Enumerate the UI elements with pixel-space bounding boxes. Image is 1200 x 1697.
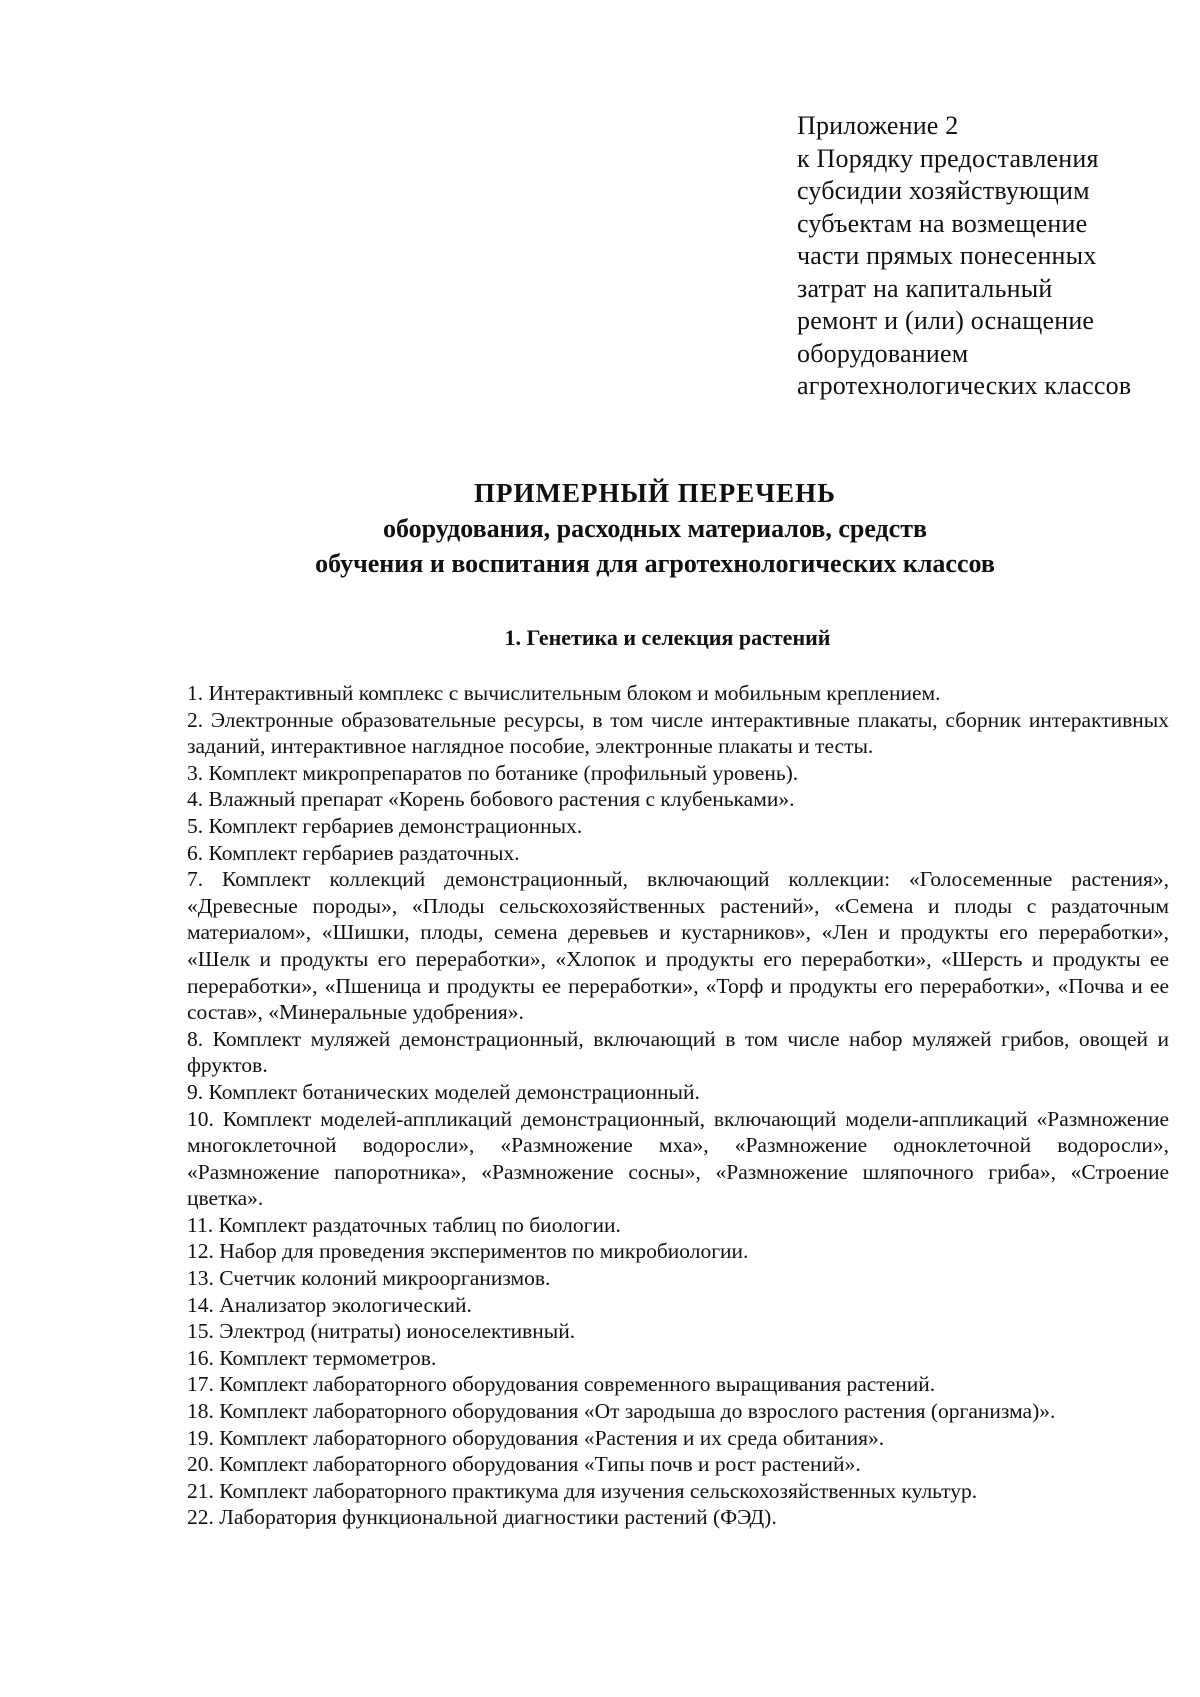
list-item: 20. Комплект лабораторного оборудования «Типы почв и рост растений». [187,1452,861,1477]
document-title [0,475,1200,581]
appendix-line: агротехнологических классов [797,371,1132,400]
equipment-list [187,680,1169,1531]
appendix-line: части прямых понесенных [797,241,1097,270]
list-item: 1. Интерактивный комплекс с вычислительным блоком и мобильным креплением. [187,681,941,705]
list-item: 22. Лаборатория функциональной диагностики растений (ФЭД). [187,1505,777,1530]
list-item: 6. Комплект гербариев раздаточных. [187,840,520,865]
list-item: 12. Набор для проведения экспериментов по микробиологии. [187,1239,749,1264]
appendix-line: Приложение 2 [797,111,959,140]
list-item: 2. Электронные образовательные ресурсы, в том числе интерактивные плакаты, сборник интерактивных заданий, интерактивное наглядное пособие, электронные плакаты и тесты. [187,707,1169,759]
list-item: 8. Комплект муляжей демонстрационный, включающий в том числе набор муляжей грибов, овощей и фруктов. [187,1026,1169,1078]
appendix-line: оборудованием [797,338,969,368]
appendix-line: к Порядку предоставления [797,143,1099,173]
list-item: 19. Комплект лабораторного оборудования «Растения и их среда обитания». [187,1425,885,1450]
list-item: 9. Комплект ботанических моделей демонстрационный. [187,1079,700,1104]
list-item: 14. Анализатор экологический. [187,1292,472,1317]
list-item: 21. Комплект лабораторного практикума для изучения сельскохозяйственных культур. [187,1478,978,1503]
title-subtitle-line-1: оборудования, расходных материалов, средств [382,514,928,543]
title-main: ПРИМЕРНЫЙ ПЕРЕЧЕНЬ [474,478,836,508]
appendix-line: ремонт и (или) оснащение [797,306,1095,335]
list-item: 10. Комплект моделей-аппликаций демонстрационный, включающий модели-аппликаций «Размножение многоклеточной водоросли», «Размножение мха», «Размножение одноклеточной водоросли», «Размножение папоротника», «Размножение сосны», «Размножение шляпочного гриба», «Строение цветка». [187,1106,1169,1211]
list-item: 13. Счетчик колоний микроорганизмов. [187,1266,551,1291]
list-item: 3. Комплект микропрепаратов по ботанике (профильный уровень). [187,760,799,785]
appendix-line: затрат на капитальный [797,273,1053,303]
list-item: 7. Комплект коллекций демонстрационный, включающий коллекции: «Голосеменные растения», «Древесные породы», «Плоды сельскохозяйственных растений», «Семена и плоды с раздаточным материалом», «Шишки, плоды, семена деревьев и кустарников», «Лен и продукты его переработки», «Шелк и продукты его переработки», «Хлопок и продукты его переработки», «Шерсть и продукты ее переработки», «Пшеница и продукты ее переработки», «Торф и продукты его переработки», «Почва и ее состав», «Минеральные удобрения». [187,867,1169,1025]
list-item: 15. Электрод (нитраты) ионоселективный. [187,1319,576,1344]
section-heading: 1. Генетика и селекция растений [504,625,831,650]
list-item: 16. Комплект термометров. [187,1345,437,1370]
appendix-note [797,110,1177,403]
list-item: 11. Комплект раздаточных таблиц по биологии. [187,1212,621,1237]
title-subtitle-line-2: обучения и воспитания для агротехнологических классов [315,549,995,578]
list-item: 18. Комплект лабораторного оборудования «От зародыша до взрослого растения (организма)». [187,1399,1056,1424]
appendix-line: субъектам на возмещение [797,208,1088,238]
appendix-line: субсидии хозяйствующим [797,176,1090,205]
list-item: 4. Влажный препарат «Корень бобового растения с клубеньками». [187,787,795,812]
list-item: 5. Комплект гербариев демонстрационных. [187,813,583,838]
list-item: 17. Комплект лабораторного оборудования современного выращивания растений. [187,1372,936,1397]
